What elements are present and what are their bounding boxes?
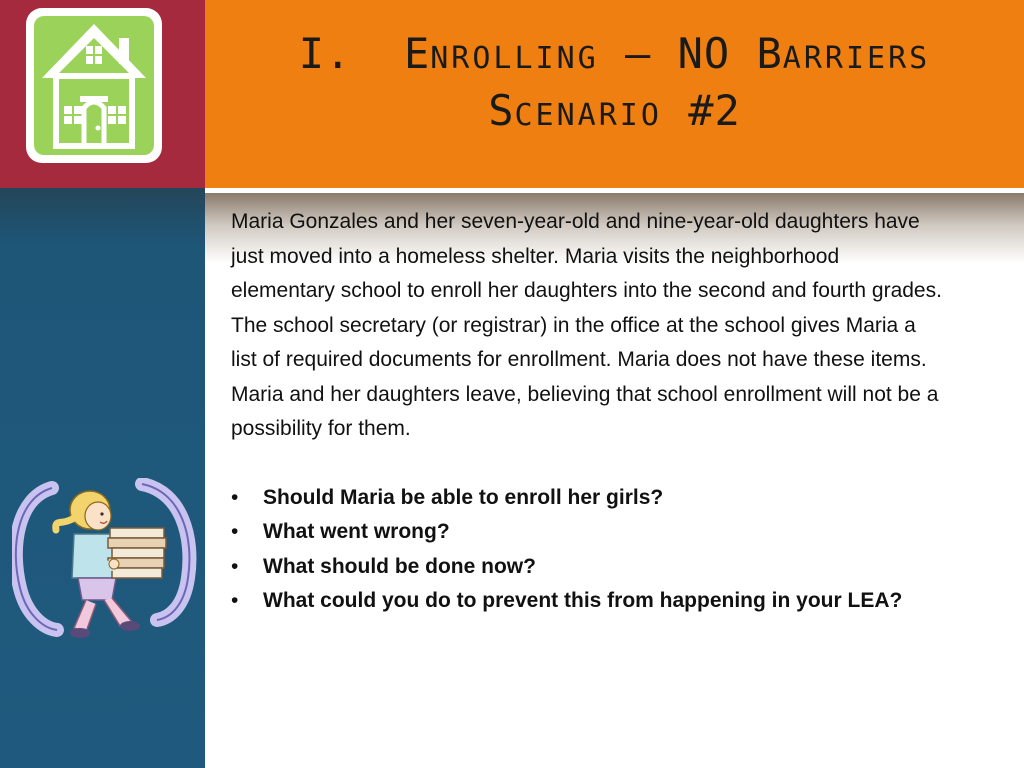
scenario-paragraph: Maria Gonzales and her seven-year-old and nine-year-old daughters have just moved into a homeless shelter. Maria visits the neighborhood elementary school to enroll her daughters into the second and fourth grades. The school secretary (or registrar) in the office at the school gives Maria a list of required documents for enrollment. Maria does not have these items. Maria and her daughters leave, believing that school enrollment will not be a possibility for them.	[231, 210, 942, 440]
title-text-part: E	[403, 29, 431, 78]
logo-background	[34, 16, 154, 155]
title-text-part: B	[756, 29, 783, 78]
girl-carrying-books-icon	[12, 478, 197, 648]
title-line-2	[205, 85, 1024, 142]
question-item: • What could you do to prevent this from happening in your LEA?	[231, 584, 947, 619]
left-column	[0, 0, 205, 768]
question-item: • What should be done now?	[231, 550, 947, 585]
title-text-part: NROLLING	[430, 41, 599, 76]
house-icon	[34, 16, 154, 155]
title-text-part	[351, 29, 404, 78]
title-band	[205, 0, 1024, 188]
title-text-part: #2	[661, 86, 741, 135]
logo-block	[0, 0, 205, 188]
question-list	[231, 481, 947, 619]
slide-title	[205, 28, 1024, 142]
title-line-1	[205, 28, 1024, 85]
title-text-part: ARRIERS	[782, 41, 931, 76]
question-item: • What went wrong?	[231, 515, 947, 550]
slide-content	[231, 205, 947, 619]
logo-card	[26, 8, 162, 163]
title-text-part: I.	[298, 29, 352, 78]
title-text-part: – NO	[598, 29, 757, 78]
question-item: • Should Maria be able to enroll her girls?	[231, 481, 947, 516]
title-text-part: S	[488, 86, 515, 135]
title-text-part: CENARIO	[514, 98, 662, 133]
